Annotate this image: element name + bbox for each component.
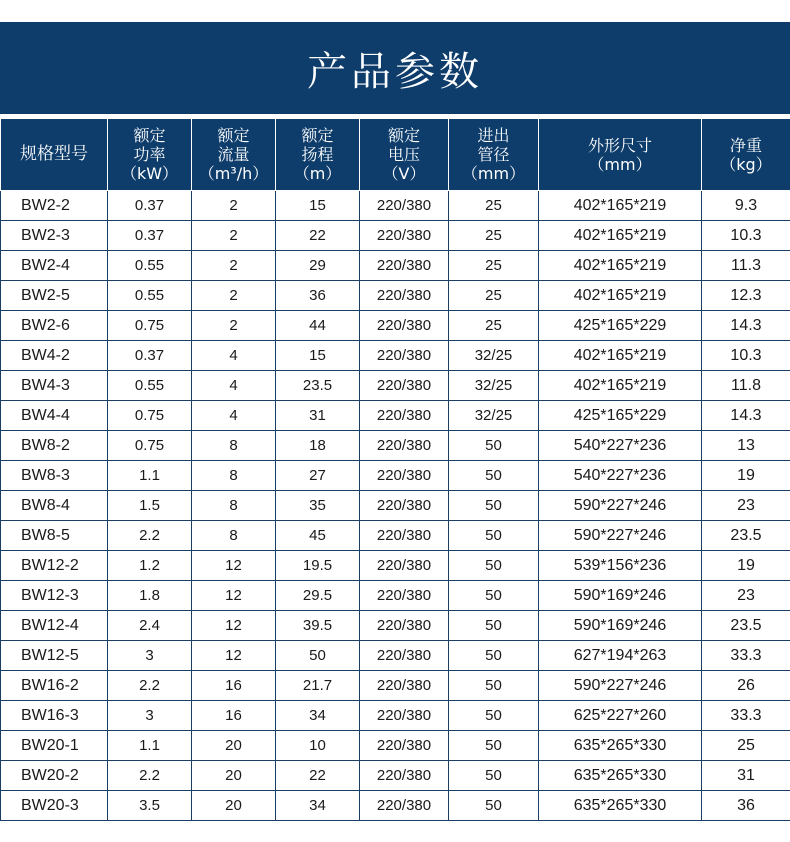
cell-flow: 12 (192, 581, 276, 611)
cell-pipe: 50 (449, 521, 539, 551)
cell-pipe: 50 (449, 491, 539, 521)
cell-model: BW4-2 (1, 341, 108, 371)
cell-size: 627*194*263 (539, 641, 702, 671)
table-row (1, 581, 790, 611)
cell-power: 0.75 (108, 311, 192, 341)
cell-power: 0.75 (108, 401, 192, 431)
cell-weight: 10.3 (702, 221, 790, 251)
cell-flow: 4 (192, 401, 276, 431)
cell-weight: 10.3 (702, 341, 790, 371)
cell-voltage: 220/380 (360, 731, 449, 761)
cell-voltage: 220/380 (360, 371, 449, 401)
cell-pipe: 50 (449, 581, 539, 611)
cell-head: 50 (276, 641, 360, 671)
cell-flow: 4 (192, 341, 276, 371)
cell-weight: 11.8 (702, 371, 790, 401)
cell-voltage: 220/380 (360, 251, 449, 281)
cell-size: 590*169*246 (539, 581, 702, 611)
cell-model: BW2-3 (1, 221, 108, 251)
cell-voltage: 220/380 (360, 551, 449, 581)
cell-voltage: 220/380 (360, 791, 449, 821)
cell-model: BW12-2 (1, 551, 108, 581)
cell-voltage: 220/380 (360, 761, 449, 791)
cell-pipe: 50 (449, 461, 539, 491)
cell-voltage: 220/380 (360, 311, 449, 341)
table-row (1, 371, 790, 401)
cell-voltage: 220/380 (360, 581, 449, 611)
header-pipe: 进出 管径 （mm） (449, 119, 539, 191)
cell-head: 21.7 (276, 671, 360, 701)
header-power: 额定 功率 （kW） (108, 119, 192, 191)
cell-voltage: 220/380 (360, 401, 449, 431)
cell-pipe: 50 (449, 611, 539, 641)
cell-head: 29.5 (276, 581, 360, 611)
cell-pipe: 25 (449, 191, 539, 221)
cell-flow: 2 (192, 251, 276, 281)
cell-head: 15 (276, 341, 360, 371)
cell-model: BW20-1 (1, 731, 108, 761)
header-flow: 额定 流量 （m³/h） (192, 119, 276, 191)
cell-voltage: 220/380 (360, 341, 449, 371)
cell-power: 0.55 (108, 281, 192, 311)
cell-power: 0.75 (108, 431, 192, 461)
cell-head: 36 (276, 281, 360, 311)
cell-power: 3 (108, 641, 192, 671)
cell-pipe: 25 (449, 251, 539, 281)
table-row (1, 701, 790, 731)
cell-power: 2.4 (108, 611, 192, 641)
cell-model: BW2-4 (1, 251, 108, 281)
table-row (1, 731, 790, 761)
cell-model: BW12-3 (1, 581, 108, 611)
table-row (1, 401, 790, 431)
cell-pipe: 25 (449, 221, 539, 251)
cell-weight: 11.3 (702, 251, 790, 281)
cell-weight: 12.3 (702, 281, 790, 311)
cell-weight: 23 (702, 491, 790, 521)
cell-weight: 31 (702, 761, 790, 791)
header-model: 规格型号 (1, 119, 108, 191)
page-title: 产品参数 (307, 48, 483, 95)
cell-size: 590*227*246 (539, 491, 702, 521)
cell-voltage: 220/380 (360, 521, 449, 551)
cell-voltage: 220/380 (360, 701, 449, 731)
cell-head: 15 (276, 191, 360, 221)
cell-weight: 26 (702, 671, 790, 701)
cell-pipe: 50 (449, 671, 539, 701)
cell-pipe: 50 (449, 791, 539, 821)
cell-head: 22 (276, 761, 360, 791)
cell-weight: 14.3 (702, 311, 790, 341)
cell-voltage: 220/380 (360, 491, 449, 521)
cell-power: 1.8 (108, 581, 192, 611)
cell-flow: 8 (192, 431, 276, 461)
cell-size: 402*165*219 (539, 191, 702, 221)
cell-head: 27 (276, 461, 360, 491)
cell-model: BW20-3 (1, 791, 108, 821)
table-row (1, 281, 790, 311)
cell-power: 2.2 (108, 761, 192, 791)
table-row (1, 761, 790, 791)
cell-pipe: 25 (449, 281, 539, 311)
table-row (1, 191, 790, 221)
cell-power: 3 (108, 701, 192, 731)
cell-pipe: 50 (449, 701, 539, 731)
cell-size: 402*165*219 (539, 221, 702, 251)
cell-voltage: 220/380 (360, 221, 449, 251)
header-head: 额定 扬程 （m） (276, 119, 360, 191)
cell-flow: 20 (192, 731, 276, 761)
cell-model: BW8-5 (1, 521, 108, 551)
cell-model: BW8-4 (1, 491, 108, 521)
cell-head: 45 (276, 521, 360, 551)
cell-voltage: 220/380 (360, 191, 449, 221)
cell-power: 1.1 (108, 731, 192, 761)
cell-weight: 13 (702, 431, 790, 461)
cell-head: 44 (276, 311, 360, 341)
cell-head: 34 (276, 791, 360, 821)
cell-weight: 23 (702, 581, 790, 611)
cell-size: 539*156*236 (539, 551, 702, 581)
cell-weight: 19 (702, 461, 790, 491)
table-row (1, 611, 790, 641)
cell-weight: 25 (702, 731, 790, 761)
cell-size: 425*165*229 (539, 401, 702, 431)
cell-flow: 2 (192, 311, 276, 341)
cell-model: BW12-5 (1, 641, 108, 671)
cell-size: 540*227*236 (539, 431, 702, 461)
cell-power: 3.5 (108, 791, 192, 821)
cell-head: 22 (276, 221, 360, 251)
cell-model: BW16-2 (1, 671, 108, 701)
cell-model: BW2-6 (1, 311, 108, 341)
table-header-row (1, 119, 790, 191)
cell-weight: 23.5 (702, 521, 790, 551)
cell-voltage: 220/380 (360, 611, 449, 641)
cell-power: 2.2 (108, 521, 192, 551)
cell-weight: 33.3 (702, 641, 790, 671)
cell-size: 590*227*246 (539, 671, 702, 701)
cell-flow: 2 (192, 221, 276, 251)
cell-head: 18 (276, 431, 360, 461)
table-row (1, 221, 790, 251)
cell-flow: 8 (192, 491, 276, 521)
cell-size: 402*165*219 (539, 281, 702, 311)
cell-head: 31 (276, 401, 360, 431)
cell-weight: 9.3 (702, 191, 790, 221)
cell-power: 0.37 (108, 191, 192, 221)
cell-pipe: 50 (449, 551, 539, 581)
cell-pipe: 50 (449, 761, 539, 791)
table-row (1, 491, 790, 521)
cell-flow: 4 (192, 371, 276, 401)
product-parameters-table (0, 118, 790, 821)
cell-head: 29 (276, 251, 360, 281)
cell-pipe: 32/25 (449, 401, 539, 431)
cell-flow: 8 (192, 461, 276, 491)
cell-model: BW2-2 (1, 191, 108, 221)
table-row (1, 551, 790, 581)
cell-model: BW12-4 (1, 611, 108, 641)
cell-power: 2.2 (108, 671, 192, 701)
cell-model: BW8-2 (1, 431, 108, 461)
cell-size: 590*169*246 (539, 611, 702, 641)
cell-head: 23.5 (276, 371, 360, 401)
table-row (1, 671, 790, 701)
cell-power: 0.55 (108, 371, 192, 401)
cell-head: 34 (276, 701, 360, 731)
cell-pipe: 32/25 (449, 341, 539, 371)
cell-pipe: 50 (449, 431, 539, 461)
cell-pipe: 50 (449, 731, 539, 761)
cell-model: BW4-4 (1, 401, 108, 431)
cell-size: 402*165*219 (539, 251, 702, 281)
header-voltage: 额定 电压 （V） (360, 119, 449, 191)
cell-model: BW16-3 (1, 701, 108, 731)
cell-head: 39.5 (276, 611, 360, 641)
cell-weight: 19 (702, 551, 790, 581)
cell-size: 402*165*219 (539, 341, 702, 371)
header-weight: 净重 （kg） (702, 119, 790, 191)
cell-weight: 14.3 (702, 401, 790, 431)
table-row (1, 521, 790, 551)
cell-size: 540*227*236 (539, 461, 702, 491)
cell-head: 10 (276, 731, 360, 761)
cell-size: 402*165*219 (539, 371, 702, 401)
cell-voltage: 220/380 (360, 461, 449, 491)
cell-weight: 36 (702, 791, 790, 821)
cell-flow: 16 (192, 671, 276, 701)
cell-voltage: 220/380 (360, 671, 449, 701)
cell-flow: 20 (192, 791, 276, 821)
cell-flow: 12 (192, 641, 276, 671)
cell-flow: 12 (192, 551, 276, 581)
cell-power: 1.2 (108, 551, 192, 581)
cell-size: 635*265*330 (539, 761, 702, 791)
table-row (1, 461, 790, 491)
cell-weight: 33.3 (702, 701, 790, 731)
table-row (1, 311, 790, 341)
header-size: 外形尺寸 （mm） (539, 119, 702, 191)
cell-head: 19.5 (276, 551, 360, 581)
cell-flow: 8 (192, 521, 276, 551)
cell-model: BW8-3 (1, 461, 108, 491)
cell-size: 425*165*229 (539, 311, 702, 341)
cell-voltage: 220/380 (360, 281, 449, 311)
cell-flow: 2 (192, 191, 276, 221)
table-row (1, 431, 790, 461)
cell-model: BW20-2 (1, 761, 108, 791)
cell-power: 1.5 (108, 491, 192, 521)
cell-flow: 12 (192, 611, 276, 641)
table-row (1, 341, 790, 371)
cell-pipe: 25 (449, 311, 539, 341)
table-row (1, 641, 790, 671)
cell-power: 0.37 (108, 221, 192, 251)
cell-size: 635*265*330 (539, 791, 702, 821)
cell-head: 35 (276, 491, 360, 521)
table-row (1, 251, 790, 281)
cell-flow: 2 (192, 281, 276, 311)
cell-flow: 16 (192, 701, 276, 731)
cell-power: 0.37 (108, 341, 192, 371)
cell-voltage: 220/380 (360, 431, 449, 461)
table-row (1, 791, 790, 821)
cell-power: 1.1 (108, 461, 192, 491)
page-title-banner (0, 22, 790, 114)
cell-size: 625*227*260 (539, 701, 702, 731)
cell-weight: 23.5 (702, 611, 790, 641)
cell-size: 635*265*330 (539, 731, 702, 761)
cell-flow: 20 (192, 761, 276, 791)
cell-pipe: 32/25 (449, 371, 539, 401)
cell-model: BW4-3 (1, 371, 108, 401)
cell-voltage: 220/380 (360, 641, 449, 671)
cell-power: 0.55 (108, 251, 192, 281)
cell-pipe: 50 (449, 641, 539, 671)
cell-model: BW2-5 (1, 281, 108, 311)
cell-size: 590*227*246 (539, 521, 702, 551)
